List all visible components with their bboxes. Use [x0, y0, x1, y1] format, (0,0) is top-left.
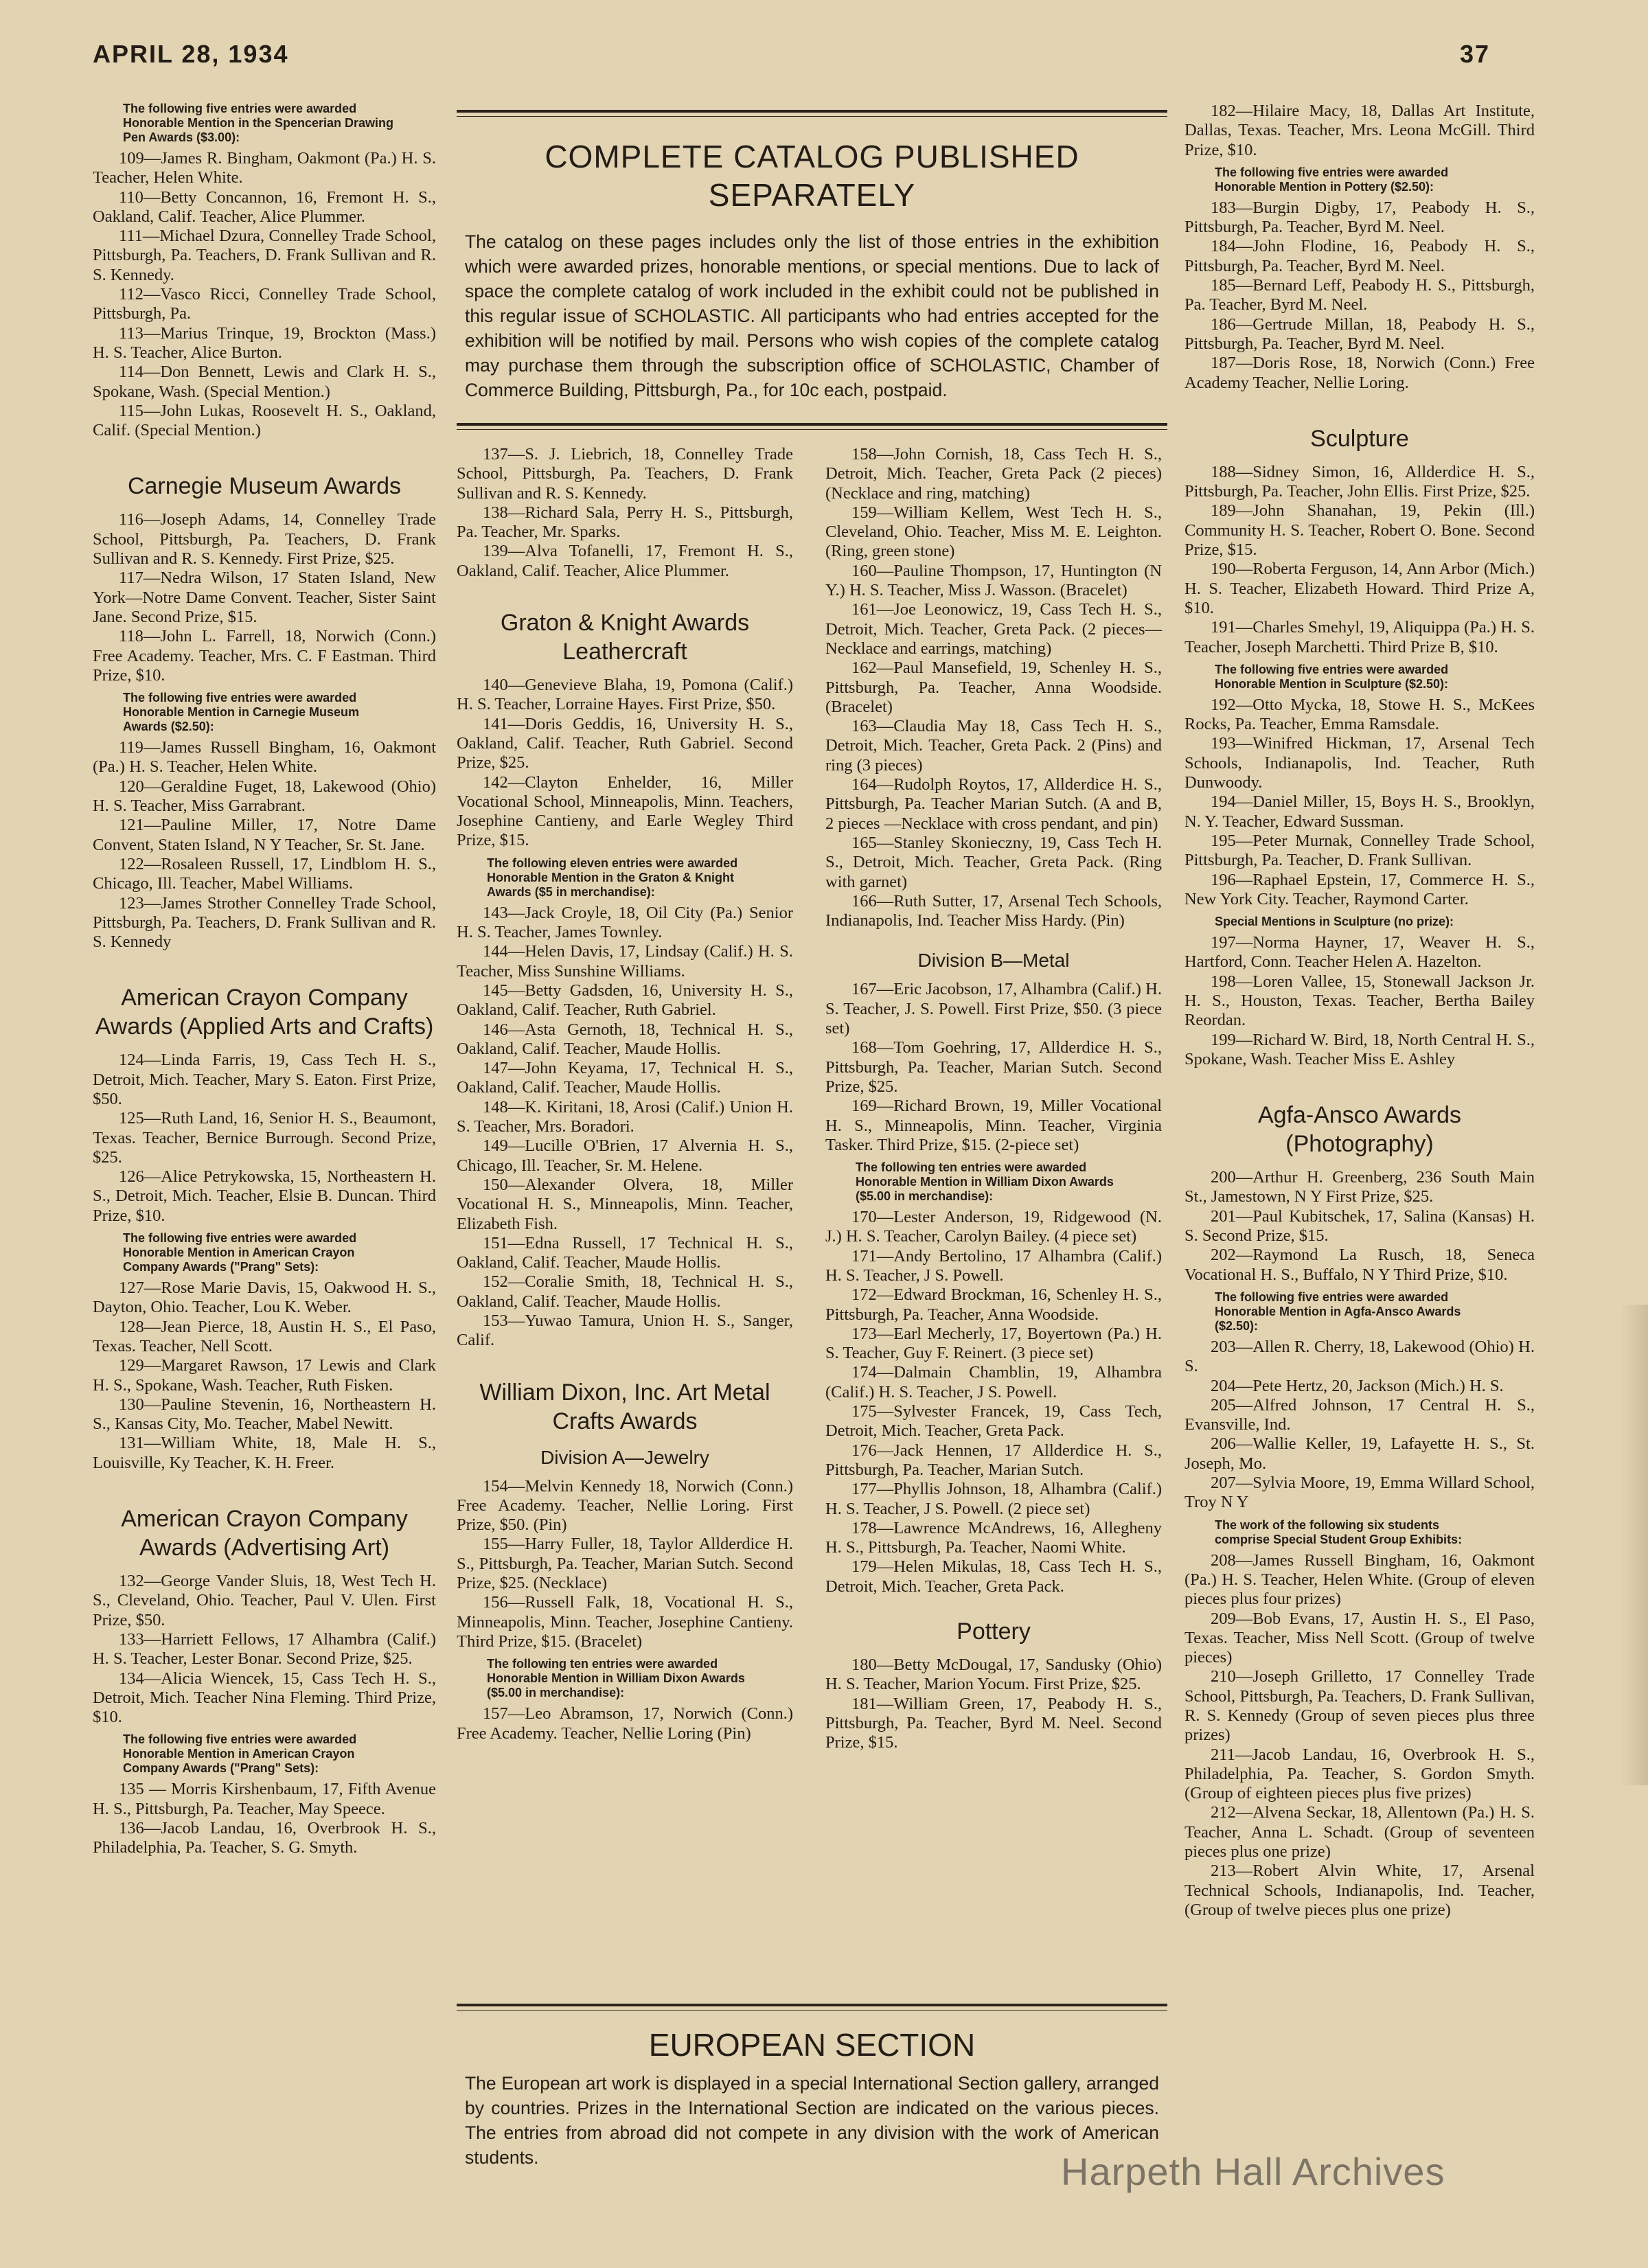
column-1	[93, 102, 436, 1858]
award-entry: 121—Pauline Miller, 17, Notre Dame Convent, Staten Island, N Y Teacher, Sr. St. Jane.	[93, 816, 436, 854]
award-entry: 195—Peter Murnak, Connelley Trade School, Pittsburgh, Pa. Teacher, D. Frank Sullivan.	[1184, 831, 1535, 870]
honorable-mention-note: The following five entries were awarded Honorable Mention in Pottery ($2.50):	[1215, 165, 1449, 194]
award-entry: 157—Leo Abramson, 17, Norwich (Conn.) Free Academy. Teacher, Nellie Loring (Pin)	[457, 1704, 793, 1743]
entry-list	[825, 980, 1162, 1155]
award-entry: 120—Geraldine Fuget, 18, Lakewood (Ohio) H. S. Teacher, Miss Garrabrant.	[93, 777, 436, 816]
award-entry: 167—Eric Jacobson, 17, Alhambra (Calif.) H. S. Teacher, J. S. Powell. First Prize, $50. (3 piece set)	[825, 980, 1162, 1038]
entry-list	[825, 445, 1162, 930]
section-heading: Graton & Knight Awards Leathercraft	[500, 610, 750, 665]
entry-list	[1184, 102, 1535, 160]
award-entry: 184—John Flodine, 16, Peabody H. S., Pittsburgh, Pa. Teacher, Byrd M. Neel.	[1184, 237, 1535, 275]
award-entry: 164—Rudolph Roytos, 17, Allderdice H. S., Pittsburgh, Pa. Teacher Marian Sutch. (A and B, 2 pieces —Necklace with cross pendant, and pin)	[825, 775, 1162, 833]
section-heading: American Crayon Company Awards (Applied Arts and Crafts)	[95, 985, 434, 1040]
section-heading: American Crayon Company Awards (Advertising Art)	[121, 1506, 408, 1561]
award-entry: 205—Alfred Johnson, 17 Central H. S., Evansville, Ind.	[1184, 1395, 1535, 1434]
award-entry: 174—Dalmain Chamblin, 19, Alhambra (Calif.) H. S. Teacher, J S. Powell.	[825, 1363, 1162, 1401]
entry-list	[1184, 1168, 1535, 1285]
award-entry: 151—Edna Russell, 17 Technical H. S., Oakland, Calif. Teacher, Maude Hollis.	[457, 1233, 793, 1272]
award-entry: 176—Jack Hennen, 17 Allderdice H. S., Pittsburgh, Pa. Teacher, Marian Sutch.	[825, 1441, 1162, 1479]
award-entry: 154—Melvin Kennedy 18, Norwich (Conn.) Free Academy. Teacher, Nellie Loring. First Prize, $50. (Pin)	[457, 1476, 793, 1535]
award-entry: 172—Edward Brockman, 16, Schenley H. S., Pittsburgh, Pa. Teacher, Anna Woodside.	[825, 1285, 1162, 1324]
award-entry: 156—Russell Falk, 18, Vocational H. S., Minneapolis, Minn. Teacher, Josephine Cantieny. Third Prize, $15. (Bracelet)	[457, 1593, 793, 1651]
award-entry: 182—Hilaire Macy, 18, Dallas Art Institute, Dallas, Texas. Teacher, Mrs. Leona McGill. Third Prize, $10.	[1184, 102, 1535, 159]
honorable-mention-note: The following eleven entries were awarded Honorable Mention in the Graton & Knight Awards ($5 in merchandise):	[487, 856, 738, 899]
award-entry: 118—John L. Farrell, 18, Norwich (Conn.) Free Academy. Teacher, Mrs. C. F Eastman. Third Prize, $10.	[93, 627, 436, 685]
column-2a	[457, 445, 793, 1743]
award-entry: 191—Charles Smehyl, 19, Aliquippa (Pa.) H. S. Teacher, Joseph Marchetti. Third Prize B, $10.	[1184, 618, 1535, 656]
award-entry: 185—Bernard Leff, Peabody H. S., Pittsburgh, Pa. Teacher, Byrd M. Neel.	[1184, 276, 1535, 314]
award-entry: 160—Pauline Thompson, 17, Huntington (N Y.) H. S. Teacher, Miss J. Wasson. (Bracelet)	[825, 561, 1162, 600]
award-entry: 162—Paul Mansefield, 19, Schenley H. S., Pittsburgh, Pa. Teacher, Anna Woodside. (Bracelet)	[825, 658, 1162, 716]
award-entry: 128—Jean Pierce, 18, Austin H. S., El Paso, Texas. Teacher, Nell Scott.	[93, 1317, 436, 1355]
award-entry: 117—Nedra Wilson, 17 Staten Island, New York—Notre Dame Convent. Teacher, Sister Saint Jane. Second Prize, $15.	[93, 569, 436, 626]
award-entry: 109—James R. Bingham, Oakmont (Pa.) H. S. Teacher, Helen White.	[93, 149, 436, 187]
honorable-mention-note: The following five entries were awarded Honorable Mention in the Spencerian Drawing Pen Awards ($3.00):	[123, 102, 394, 144]
award-entry: 126—Alice Petrykowska, 15, Northeastern H. S., Detroit, Mich. Teacher, Elsie B. Duncan. Third Prize, $10.	[93, 1167, 436, 1225]
award-entry: 144—Helen Davis, 17, Lindsay (Calif.) H. S. Teacher, Miss Sunshine Williams.	[457, 942, 793, 981]
award-entry: 114—Don Bennett, Lewis and Clark H. S., Spokane, Wash. (Special Mention.)	[93, 363, 436, 401]
award-entry: 111—Michael Dzura, Connelley Trade School, Pittsburgh, Pa. Teachers, D. Frank Sullivan and R. S. Kennedy.	[93, 227, 436, 284]
award-entry: 178—Lawrence McAndrews, 16, Allegheny H. S., Pittsburgh, Pa. Teacher, Naomi White.	[825, 1518, 1162, 1557]
honorable-mention-note: The following five entries were awarded Honorable Mention in Carnegie Museum Awards ($2.50):	[123, 691, 360, 734]
award-entry: 211—Jacob Landau, 16, Overbrook H. S., Philadelphia, Pa. Teacher, S. Gordon Smyth. (Group of eighteen pieces plus five prizes)	[1184, 1745, 1535, 1803]
award-entry: 192—Otto Mycka, 18, Stowe H. S., McKees Rocks, Pa. Teacher, Emma Ramsdale.	[1184, 695, 1535, 734]
award-entry: 173—Earl Mecherly, 17, Boyertown (Pa.) H. S. Teacher, Guy F. Reinert. (3 piece set)	[825, 1324, 1162, 1363]
award-entry: 127—Rose Marie Davis, 15, Oakwood H. S., Dayton, Ohio. Teacher, Lou K. Weber.	[93, 1279, 436, 1317]
award-entry: 125—Ruth Land, 16, Senior H. S., Beaumont, Texas. Teacher, Bernice Burrough. Second Prize, $25.	[93, 1109, 436, 1167]
award-entry: 133—Harriett Fellows, 17 Alhambra (Calif.) H. S. Teacher, Lester Bonar. Second Prize, $25.	[93, 1629, 436, 1669]
entry-list	[457, 1477, 793, 1652]
column-2b	[825, 445, 1162, 1753]
award-entry: 134—Alicia Wiencek, 15, Cass Tech H. S., Detroit, Mich. Teacher Nina Fleming. Third Prize, $10.	[93, 1669, 436, 1727]
award-entry: 197—Norma Hayner, 17, Weaver H. S., Hartford, Conn. Teacher Helen A. Hazelton.	[1184, 933, 1535, 972]
award-entry: 188—Sidney Simon, 16, Allderdice H. S., Pittsburgh, Pa. Teacher, John Ellis. First Prize, $25.	[1184, 462, 1535, 501]
award-entry: 143—Jack Croyle, 18, Oil City (Pa.) Senior H. S. Teacher, James Townley.	[457, 903, 793, 942]
award-entry: 145—Betty Gadsden, 16, University H. S., Oakland, Calif. Teacher, Ruth Gabriel.	[457, 981, 793, 1020]
award-entry: 199—Richard W. Bird, 18, North Central H. S., Spokane, Wash. Teacher Miss E. Ashley	[1184, 1030, 1535, 1068]
award-entry: 136—Jacob Landau, 16, Overbrook H. S., Philadelphia, Pa. Teacher, S. G. Smyth.	[93, 1819, 436, 1857]
award-entry: 207—Sylvia Moore, 19, Emma Willard School, Troy N Y	[1184, 1474, 1535, 1512]
award-entry: 208—James Russell Bingham, 16, Oakmont (Pa.) H. S. Teacher, Helen White. (Group of eleven pieces plus four prizes)	[1184, 1550, 1535, 1609]
award-entry: 155—Harry Fuller, 18, Taylor Allderdice H. S., Pittsburgh, Pa. Teacher, Marian Sutch. Second Prize, $25. (Necklace)	[457, 1535, 793, 1593]
page-number: 37	[1459, 40, 1490, 68]
award-entry: 180—Betty McDougal, 17, Sandusky (Ohio) H. S. Teacher, Marion Yocum. First Prize, $25.	[825, 1656, 1162, 1694]
entry-list	[93, 738, 436, 952]
award-entry: 135 — Morris Kirshenbaum, 17, Fifth Avenue H. S., Pittsburgh, Pa. Teacher, May Speece.	[93, 1780, 436, 1818]
award-entry: 110—Betty Concannon, 16, Fremont H. S., Oakland, Calif. Teacher, Alice Plummer.	[93, 187, 436, 226]
entry-list	[93, 1780, 436, 1857]
honorable-mention-note: The following ten entries were awarded Honorable Mention in William Dixon Awards ($5.00 in merchandise):	[856, 1160, 1114, 1204]
award-entry: 138—Richard Sala, Perry H. S., Pittsburgh, Pa. Teacher, Mr. Sparks.	[457, 503, 793, 542]
column-2	[457, 102, 1167, 2168]
award-entry: 153—Yuwao Tamura, Union H. S., Sanger, Calif.	[457, 1311, 793, 1350]
catalog-title: COMPLETE CATALOG PUBLISHED SEPARATELY	[545, 139, 1079, 213]
paper-stain	[1621, 1305, 1648, 1785]
honorable-mention-note: The following five entries were awarded Honorable Mention in Sculpture ($2.50):	[1215, 662, 1449, 691]
award-entry: 177—Phyllis Johnson, 18, Alhambra (Calif.) H. S. Teacher, J S. Powell. (2 piece set)	[825, 1480, 1162, 1518]
honorable-mention-note: The following ten entries were awarded Honorable Mention in William Dixon Awards ($5.00 in merchandise):	[487, 1657, 745, 1700]
award-entry: 189—John Shanahan, 19, Pekin (Ill.) Community H. S. Teacher, Robert O. Bone. Second Prize, $15.	[1184, 501, 1535, 560]
rule-bottom	[457, 2004, 1167, 2011]
award-entry: 161—Joe Leonowicz, 19, Cass Tech H. S., Detroit, Mich. Teacher, Greta Pack. (2 pieces—Necklace and earrings, matching)	[825, 600, 1162, 658]
award-entry: 131—William White, 18, Male H. S., Louisville, Ky Teacher, K. H. Freer.	[93, 1434, 436, 1472]
award-entry: 149—Lucille O'Brien, 17 Alvernia H. S., Chicago, Ill. Teacher, Sr. M. Helene.	[457, 1136, 793, 1175]
group-exhibit-note: The work of the following six students comprise Special Student Group Exhibits:	[1215, 1517, 1463, 1546]
entry-list	[93, 1572, 436, 1727]
award-entry: 210—Joseph Grilletto, 17 Connelley Trade School, Pittsburgh, Pa. Teachers, D. Frank Sullivan, R. S. Kennedy (Group of seven pieces plus three prizes)	[1184, 1667, 1535, 1745]
entry-list	[825, 1208, 1162, 1596]
division-heading: Division A—Jewelry	[540, 1446, 709, 1468]
honorable-mention-note: The following five entries were awarded Honorable Mention in Agfa-Ansco Awards ($2.50):	[1215, 1290, 1461, 1333]
section-heading: Carnegie Museum Awards	[127, 473, 402, 500]
catalog-body: The catalog on these pages includes only the list of those entries in the exhibition which were awarded prizes, honorable mentions, or special mentions. Due to lack of space the complete catalog of work included in the exhibit could not be published in this regular issue of SCHOLASTIC. All participants who had entries accepted for the exhibition will be notified by mail. Persons who wish copies of the complete catalog may purchase them through the subscription office of SCHOLASTIC, Chamber of Commerce Building, Pittsburgh, Pa., for 10c each, postpaid.	[465, 231, 1159, 400]
rule-mid	[457, 423, 1167, 430]
section-heading: William Dixon, Inc. Art Metal Crafts Awards	[479, 1379, 770, 1434]
award-entry: 129—Margaret Rawson, 17 Lewis and Clark H. S., Spokane, Wash. Teacher, Ruth Fisken.	[93, 1356, 436, 1395]
archive-watermark: Harpeth Hall Archives	[1061, 2150, 1445, 2193]
european-body: The European art work is displayed in a special International Section gallery, arranged by countries. Prizes in the International Section are indicated on the various pieces. The entries from abroad did not compete in any division with the work of American students.	[465, 2073, 1159, 2168]
award-entry: 137—S. J. Liebrich, 18, Connelley Trade School, Pittsburgh, Pa. Teachers, D. Frank Sullivan and R. S. Kennedy.	[457, 445, 793, 503]
rule-top	[457, 110, 1167, 117]
entry-list	[1184, 696, 1535, 909]
award-entry: 122—Rosaleen Russell, 17, Lindblom H. S., Chicago, Ill. Teacher, Mabel Williams.	[93, 854, 436, 893]
entry-list	[1184, 463, 1535, 657]
award-entry: 183—Burgin Digby, 17, Peabody H. S., Pittsburgh, Pa. Teacher, Byrd M. Neel.	[1184, 198, 1535, 237]
award-entry: 140—Genevieve Blaha, 19, Pomona (Calif.) H. S. Teacher, Lorraine Hayes. First Prize, $50.	[457, 676, 793, 714]
section-heading: Agfa-Ansco Awards (Photography)	[1257, 1102, 1462, 1158]
award-entry: 142—Clayton Enhelder, 16, Miller Vocational School, Minneapolis, Minn. Teachers, Josephine Cantieny, and Earle Wegley Third Prize, $15.	[457, 772, 793, 850]
award-entry: 179—Helen Mikulas, 18, Cass Tech H. S., Detroit, Mich. Teacher, Greta Pack.	[825, 1557, 1162, 1596]
entry-list	[1184, 933, 1535, 1069]
column-3	[1184, 102, 1535, 1920]
award-entry: 163—Claudia May 18, Cass Tech H. S., Detroit, Mich. Teacher, Greta Pack. 2 (Pins) and ring (3 pieces)	[825, 717, 1162, 775]
award-entry: 212—Alvena Seckar, 18, Allentown (Pa.) H. S. Teacher, Anna L. Schadt. (Group of seventeen pieces plus one prize)	[1184, 1803, 1535, 1862]
entry-list	[1184, 1551, 1535, 1921]
award-entry: 113—Marius Trinque, 19, Brockton (Mass.) H. S. Teacher, Alice Burton.	[93, 323, 436, 362]
award-entry: 196—Raphael Epstein, 17, Commerce H. S., New York City. Teacher, Raymond Carter.	[1184, 870, 1535, 908]
award-entry: 130—Pauline Stevenin, 16, Northeastern H. S., Kansas City, Mo. Teacher, Mabel Newitt.	[93, 1395, 436, 1434]
entry-list	[457, 445, 793, 581]
award-entry: 201—Paul Kubitschek, 17, Salina (Kansas) H. S. Second Prize, $15.	[1184, 1206, 1535, 1246]
award-entry: 165—Stanley Skonieczny, 19, Cass Tech H. S., Detroit, Mich. Teacher, Greta Pack. (Ring with garnet)	[825, 833, 1162, 891]
entry-list	[93, 1279, 436, 1473]
award-entry: 146—Asta Gernoth, 18, Technical H. S., Oakland, Calif. Teacher, Maude Hollis.	[457, 1020, 793, 1058]
award-entry: 206—Wallie Keller, 19, Lafayette H. S., St. Joseph, Mo.	[1184, 1434, 1535, 1473]
entry-list	[93, 1051, 436, 1226]
entry-list	[825, 1656, 1162, 1752]
award-entry: 166—Ruth Sutter, 17, Arsenal Tech Schools, Indianapolis, Ind. Teacher Miss Hardy. (Pin)	[825, 891, 1162, 930]
special-mention-note: Special Mentions in Sculpture (no prize):	[1215, 915, 1454, 929]
award-entry: 171—Andy Bertolino, 17 Alhambra (Calif.) H. S. Teacher, J S. Powell.	[825, 1246, 1162, 1285]
division-heading: Division B—Metal	[917, 950, 1070, 972]
honorable-mention-note: The following five entries were awarded Honorable Mention in American Crayon Company Awards ("Prang" Sets):	[123, 1231, 357, 1274]
award-entry: 194—Daniel Miller, 15, Boys H. S., Brooklyn, N. Y. Teacher, Edward Sussman.	[1184, 792, 1535, 831]
entry-list	[1184, 198, 1535, 393]
award-entry: 139—Alva Tofanelli, 17, Fremont H. S., Oakland, Calif. Teacher, Alice Plummer.	[457, 542, 793, 580]
award-entry: 181—William Green, 17, Peabody H. S., Pittsburgh, Pa. Teacher, Byrd M. Neel. Second Prize, $15.	[825, 1694, 1162, 1752]
entry-list	[93, 149, 436, 440]
award-entry: 169—Richard Brown, 19, Miller Vocational H. S., Minneapolis, Minn. Teacher, Virginia Tasker. Third Prize, $15. (2-piece set)	[825, 1097, 1162, 1154]
entry-list	[457, 676, 793, 851]
award-entry: 213—Robert Alvin White, 17, Arsenal Technical Schools, Indianapolis, Ind. Teacher, (Group of twelve pieces plus one prize)	[1184, 1862, 1535, 1919]
award-entry: 193—Winifred Hickman, 17, Arsenal Tech Schools, Indianapolis, Ind. Teacher, Ruth Dunwoody.	[1184, 734, 1535, 792]
section-heading: Pottery	[957, 1618, 1031, 1645]
award-entry: 150—Alexander Olvera, 18, Miller Vocational H. S., Minneapolis, Minn. Teacher, Elizabeth Fish.	[457, 1175, 793, 1233]
section-heading: Sculpture	[1310, 425, 1409, 452]
award-entry: 159—William Kellem, West Tech H. S., Cleveland, Ohio. Teacher, Miss M. E. Leighton. (Ring, green stone)	[825, 503, 1162, 561]
award-entry: 147—John Keyama, 17, Technical H. S., Oakland, Calif. Teacher, Maude Hollis.	[457, 1059, 793, 1097]
award-entry: 168—Tom Goehring, 17, Allderdice H. S., Pittsburgh, Pa. Teacher, Marian Sutch. Second Prize, $25.	[825, 1038, 1162, 1096]
award-entry: 170—Lester Anderson, 19, Ridgewood (N. J.) H. S. Teacher, Carolyn Bailey. (4 piece set)	[825, 1208, 1162, 1246]
award-entry: 187—Doris Rose, 18, Norwich (Conn.) Free Academy Teacher, Nellie Loring.	[1184, 354, 1535, 392]
award-entry: 190—Roberta Ferguson, 14, Ann Arbor (Mich.) H. S. Teacher, Elizabeth Howard. Third Prize A, $10.	[1184, 560, 1535, 617]
award-entry: 112—Vasco Ricci, Connelley Trade School, Pittsburgh, Pa.	[93, 285, 436, 323]
award-entry: 198—Loren Vallee, 15, Stonewall Jackson Jr. H. S., Houston, Texas. Teacher, Bertha Bailey Reordan.	[1184, 972, 1535, 1030]
award-entry: 209—Bob Evans, 17, Austin H. S., El Paso, Texas. Teacher, Miss Nell Scott. (Group of twelve pieces)	[1184, 1609, 1535, 1667]
entry-list	[1184, 1338, 1535, 1513]
award-entry: 148—K. Kiritani, 18, Arosi (Calif.) Union H. S. Teacher, Mrs. Boradori.	[457, 1097, 793, 1136]
award-entry: 124—Linda Farris, 19, Cass Tech H. S., Detroit, Mich. Teacher, Mary S. Eaton. First Prize, $50.	[93, 1051, 436, 1108]
award-entry: 152—Coralie Smith, 18, Technical H. S., Oakland, Calif. Teacher, Maude Hollis.	[457, 1272, 793, 1311]
honorable-mention-note: The following five entries were awarded Honorable Mention in American Crayon Company Awards ("Prang" Sets):	[123, 1732, 357, 1776]
award-entry: 141—Doris Geddis, 16, University H. S., Oakland, Calif. Teacher, Ruth Gabriel. Second Prize, $25.	[457, 714, 793, 772]
european-title: EUROPEAN SECTION	[648, 2027, 976, 2063]
award-entry: 115—John Lukas, Roosevelt H. S., Oakland, Calif. (Special Mention.)	[93, 401, 436, 440]
award-entry: 200—Arthur H. Greenberg, 236 South Main St., Jamestown, N Y First Prize, $25.	[1184, 1168, 1535, 1206]
award-entry: 202—Raymond La Rusch, 18, Seneca Vocational H. S., Buffalo, N Y Third Prize, $10.	[1184, 1246, 1535, 1284]
entry-list	[93, 510, 436, 685]
award-entry: 175—Sylvester Francek, 19, Cass Tech, Detroit, Mich. Teacher, Greta Pack.	[825, 1402, 1162, 1441]
award-entry: 204—Pete Hertz, 20, Jackson (Mich.) H. S.	[1211, 1376, 1504, 1395]
entry-list	[457, 904, 793, 1351]
page-date: APRIL 28, 1934	[93, 40, 289, 68]
award-entry: 132—George Vander Sluis, 18, West Tech H. S., Cleveland, Ohio. Teacher, Paul V. Ulen. First Prize, $50.	[93, 1572, 436, 1629]
entry-list	[457, 1704, 793, 1743]
award-entry: 203—Allen R. Cherry, 18, Lakewood (Ohio) H. S.	[1184, 1337, 1535, 1376]
award-entry: 186—Gertrude Millan, 18, Peabody H. S., Pittsburgh, Pa. Teacher, Byrd M. Neel.	[1184, 314, 1535, 353]
award-entry: 119—James Russell Bingham, 16, Oakmont (Pa.) H. S. Teacher, Helen White.	[93, 738, 436, 777]
award-entry: 123—James Strother Connelley Trade School, Pittsburgh, Pa. Teachers, D. Frank Sullivan and R. S. Kennedy	[93, 893, 436, 952]
award-entry: 158—John Cornish, 18, Cass Tech H. S., Detroit, Mich. Teacher, Greta Pack (2 pieces) (Necklace and ring, matching)	[825, 445, 1162, 503]
award-entry: 116—Joseph Adams, 14, Connelley Trade School, Pittsburgh, Pa. Teachers, D. Frank Sullivan and R. S. Kennedy. First Prize, $25.	[93, 510, 436, 569]
